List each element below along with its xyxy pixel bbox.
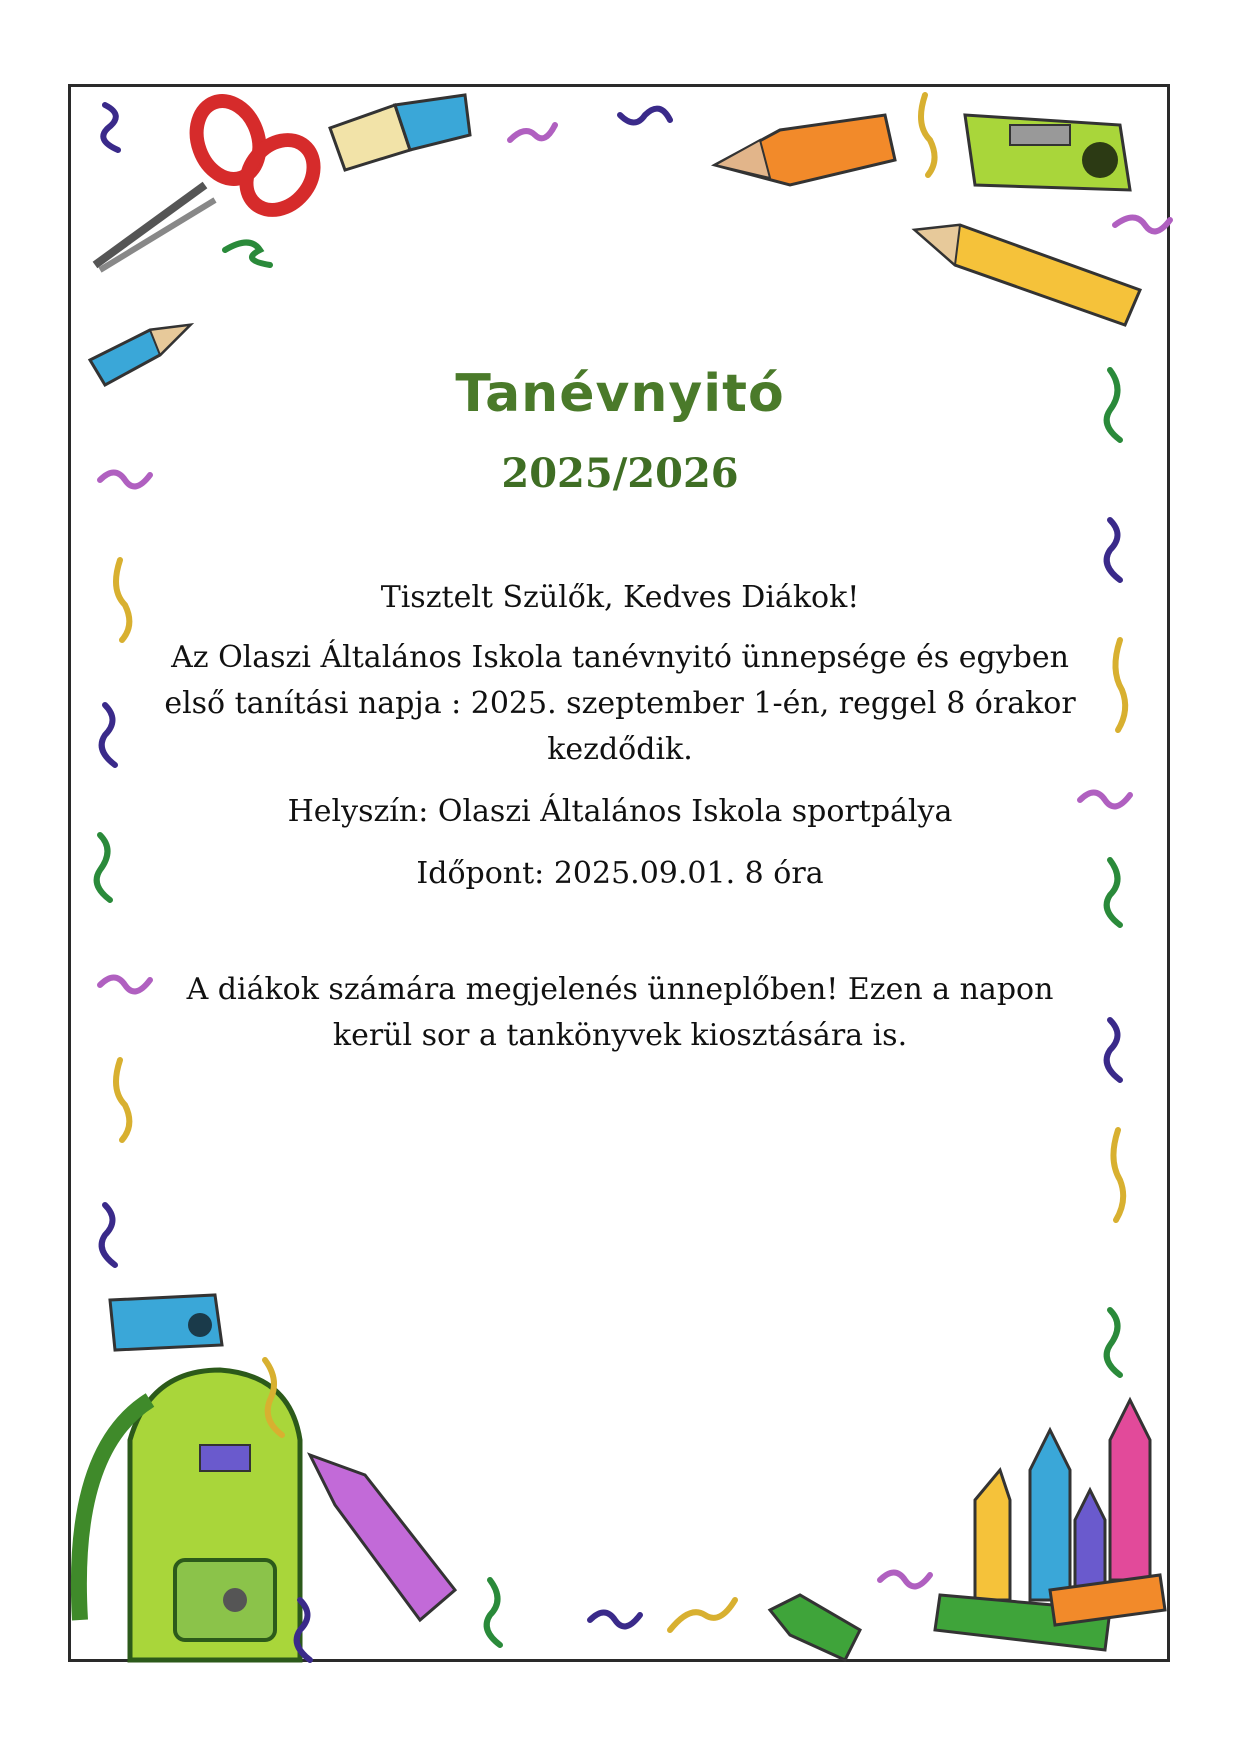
invitation-title: Tanévnyitó [455, 364, 785, 424]
invitation-content [140, 350, 1100, 1059]
dress-code-note: A diákok számára megjelenés ünneplőben! Ezen a napon kerül sor a tankönyvek kiosztására is. [186, 972, 1054, 1053]
location-text: Helyszín: Olaszi Általános Iskola sportpálya [287, 794, 953, 829]
school-year: 2025/2026 [501, 450, 739, 497]
greeting: Tisztelt Szülők, Kedves Diákok! [380, 580, 860, 615]
time-text: Időpont: 2025.09.01. 8 óra [416, 856, 824, 891]
announcement-text: Az Olaszi Általános Iskola tanévnyitó ünnepsége és egyben első tanítási napja : 2025. szeptember 1-én, reggel 8 órakor kezdődik. [164, 640, 1076, 767]
